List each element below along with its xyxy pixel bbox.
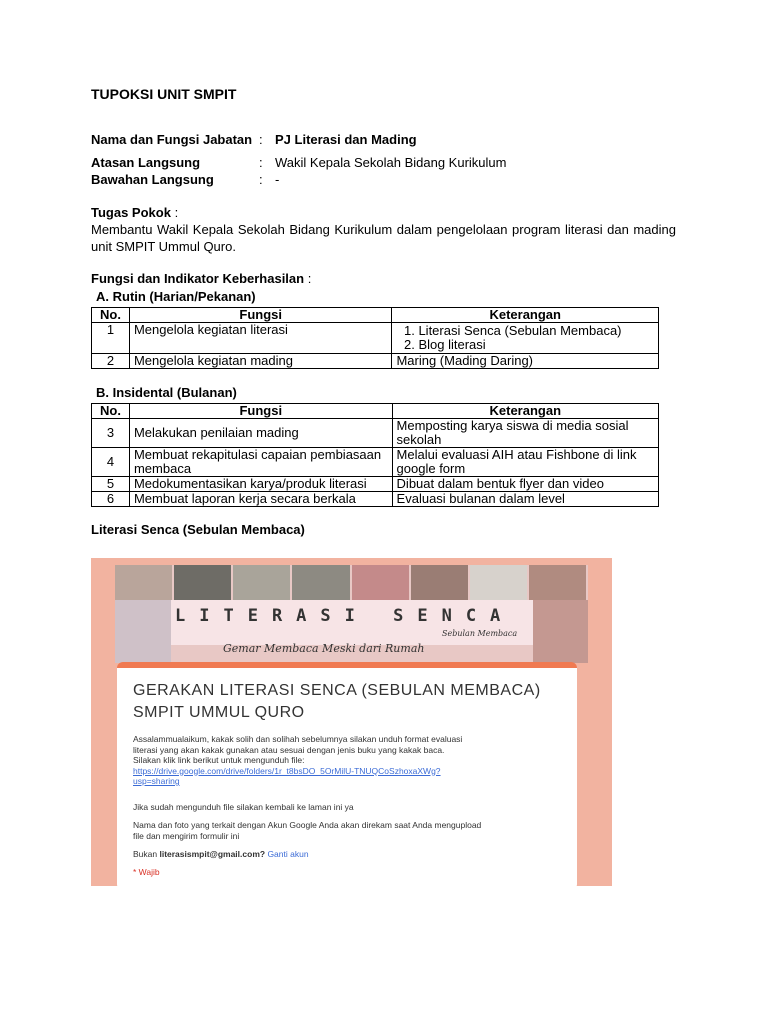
header-no: No. [92, 308, 130, 323]
field-colon: : [259, 172, 263, 187]
cell-no: 6 [92, 492, 130, 507]
list-item: 2. Blog literasi [418, 338, 654, 352]
form-intro-line: Assalammualaikum, kakak solih dan solihah sebelumnya silakan unduh format evaluasi [133, 734, 463, 744]
field-bawahan [91, 171, 279, 188]
photo [115, 600, 171, 663]
cell-fungsi: Mengelola kegiatan literasi [129, 323, 391, 354]
cell-no: 3 [92, 419, 130, 448]
photo [233, 565, 290, 600]
cell-fungsi: Membuat rekapitulasi capaian pembiasaan membaca [129, 448, 392, 477]
field-label: Nama dan Fungsi Jabatan [91, 132, 253, 147]
field-value: - [275, 172, 280, 187]
form-title [133, 680, 541, 724]
field-label: Bawahan Langsung [91, 172, 214, 187]
switch-account-link[interactable]: Ganti akun [265, 849, 309, 859]
header-fungsi: Fungsi [129, 308, 391, 323]
cell-fungsi: Membuat laporan kerja secara berkala [129, 492, 392, 507]
photo [529, 565, 586, 600]
list-item: 1. Literasi Senca (Sebulan Membaca) [418, 324, 654, 338]
account-email: literasismpit@gmail.com? [159, 849, 266, 859]
form-card [117, 662, 577, 886]
fungsi-heading-colon: : [304, 271, 312, 286]
table-row [92, 492, 659, 507]
field-colon: : [259, 132, 263, 147]
cell-keterangan: Dibuat dalam bentuk flyer dan video [392, 477, 658, 492]
header-keterangan: Keterangan [392, 308, 659, 323]
cell-no: 1 [92, 323, 130, 354]
header-no: No. [92, 404, 130, 419]
cell-keterangan: Melalui evaluasi AIH atau Fishbone di link google form [392, 448, 658, 477]
field-value: PJ Literasi dan Mading [275, 132, 417, 147]
section-b-title: B. Insidental (Bulanan) [96, 385, 237, 400]
account-prefix: Bukan [133, 849, 160, 859]
drive-link[interactable]: https://drive.google.com/drive/folders/1r_t8bsDO_5OrMilU-TNUQCoSzhoxaXWg? [133, 765, 441, 776]
form-note [133, 820, 553, 841]
table-row [92, 448, 659, 477]
cell-fungsi: Medokumentasikan karya/produk literasi [129, 477, 392, 492]
cell-fungsi: Melakukan penilaian mading [129, 419, 392, 448]
cell-keterangan: Evaluasi bulanan dalam level [392, 492, 658, 507]
header-fungsi: Fungsi [129, 404, 392, 419]
field-nama-jabatan [91, 131, 417, 148]
table-row [92, 323, 659, 354]
form-title-line: SMPIT UMMUL QURO [133, 704, 305, 721]
photo-strip [115, 565, 588, 600]
banner-title-area [115, 600, 588, 645]
table-row [92, 354, 659, 369]
table-insidental [91, 403, 659, 507]
page-title: TUPOKSI UNIT SMPIT [91, 86, 237, 102]
field-atasan [91, 154, 506, 171]
photo [174, 565, 231, 600]
field-label: Atasan Langsung [91, 155, 201, 170]
header-keterangan: Keterangan [392, 404, 658, 419]
cell-keterangan: Maring (Mading Daring) [392, 354, 659, 369]
drive-link[interactable]: usp=sharing [133, 776, 180, 786]
form-screenshot [91, 558, 612, 886]
section-a-title: A. Rutin (Harian/Pekanan) [96, 289, 256, 304]
table-header-row [92, 308, 659, 323]
form-intro-line: Silakan klik link berikut untuk mengunduh file: [133, 755, 305, 765]
cell-keterangan [392, 323, 659, 354]
tugas-pokok-text: Membantu Wakil Kepala Sekolah Bidang Kurikulum dalam pengelolaan program literasi dan mading unit SMPIT Ummul Quro. [91, 222, 676, 254]
table-row [92, 419, 659, 448]
cell-no: 2 [92, 354, 130, 369]
tugas-pokok-label: Tugas Pokok [91, 205, 171, 220]
form-title-line: GERAKAN LITERASI SENCA (SEBULAN MEMBACA) [133, 682, 541, 699]
table-header-row [92, 404, 659, 419]
photo [115, 565, 172, 600]
form-note-line: Nama dan foto yang terkait dengan Akun Google Anda akan direkam saat Anda mengupload [133, 820, 482, 830]
cell-no: 5 [92, 477, 130, 492]
photo [292, 565, 349, 600]
form-intro-line: literasi yang akan kakak gunakan atau sesuai dengan jenis buku yang kakak baca. [133, 744, 445, 755]
photo [411, 565, 468, 600]
required-note: * Wajib [133, 867, 160, 877]
photo [533, 600, 588, 663]
banner-subtitle: Sebulan Membaca [442, 629, 518, 638]
form-description [133, 734, 553, 787]
literasi-senca-heading: Literasi Senca (Sebulan Membaca) [91, 522, 305, 537]
fungsi-heading-label: Fungsi dan Indikator Keberhasilan [91, 271, 305, 286]
form-note-line: file dan mengirim formulir ini [133, 830, 240, 841]
cell-keterangan: Memposting karya siswa di media sosial sekolah [392, 419, 658, 448]
fungsi-heading [91, 270, 311, 287]
form-after-text: Jika sudah mengunduh file silakan kembali ke laman ini ya [133, 802, 354, 812]
banner-tagline: Gemar Membaca Meski dari Rumah [223, 642, 425, 655]
field-colon: : [259, 155, 263, 170]
table-row [92, 477, 659, 492]
tugas-pokok-heading [91, 204, 178, 221]
cell-no: 4 [92, 448, 130, 477]
photo [470, 565, 527, 600]
table-rutin [91, 307, 659, 369]
photo [352, 565, 409, 600]
cell-fungsi: Mengelola kegiatan mading [129, 354, 391, 369]
banner-title: LITERASI SENCA [175, 606, 515, 626]
account-line [133, 849, 553, 860]
field-value: Wakil Kepala Sekolah Bidang Kurikulum [275, 155, 507, 170]
tugas-pokok-colon: : [170, 205, 179, 220]
